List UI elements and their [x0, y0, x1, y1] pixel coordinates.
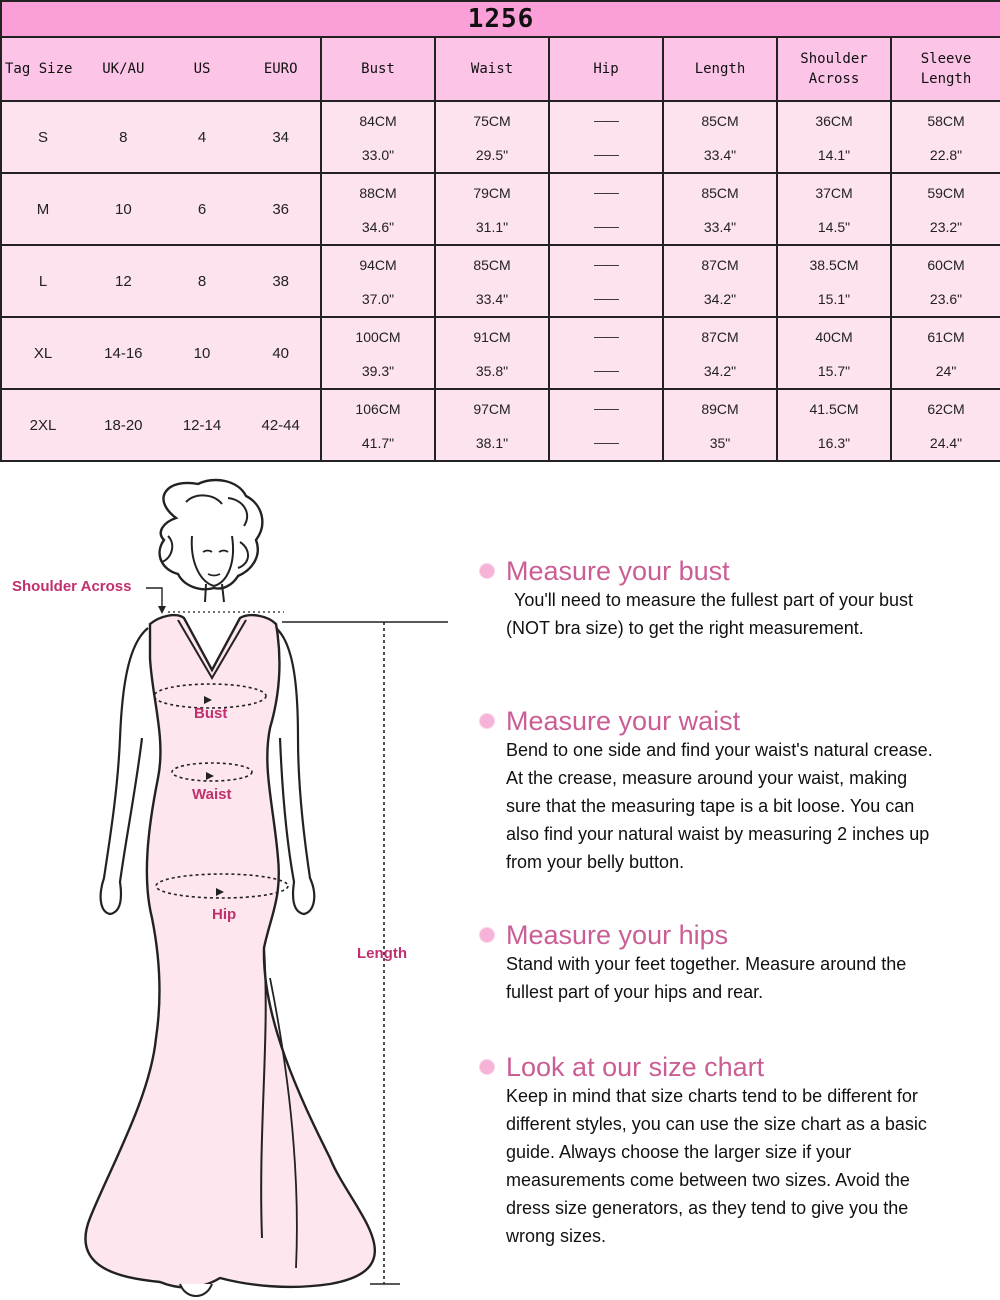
- tip-hips: [480, 920, 995, 1006]
- waist-cm-value: 79CM: [473, 185, 511, 201]
- euro-cell: 34: [272, 128, 290, 146]
- length-inch-value: 34.2": [703, 291, 737, 307]
- waist-inch-value: 33.4": [475, 291, 509, 307]
- bust-cm-value: 94CM: [359, 257, 397, 273]
- bullet-icon: [480, 928, 494, 942]
- shoulder-across-inch-value: 15.7": [817, 363, 851, 379]
- bust-inch-value: 33.0": [361, 147, 395, 163]
- size-cell-group: [1, 101, 321, 173]
- tip-body-line: You'll need to measure the fullest part of your bust: [514, 590, 914, 610]
- length-cm-value: 85CM: [701, 185, 739, 201]
- hip-inch-value: ——: [594, 147, 618, 162]
- size-cell-group: [1, 173, 321, 245]
- waist-cm-value: 75CM: [473, 113, 511, 129]
- header-sleeve-length-text: Sleeve Length: [920, 51, 972, 87]
- tag-size-cell: L: [38, 272, 48, 290]
- shoulder-across-cell: [777, 101, 891, 173]
- bust-inch-value: 37.0": [361, 291, 395, 307]
- us-cell: 10: [193, 344, 211, 362]
- header-length: Length: [663, 37, 777, 101]
- us-cell: 8: [197, 272, 207, 290]
- tip-body-line: measurements come between two sizes. Avoid the: [506, 1170, 910, 1190]
- tip-title: Measure your hips: [506, 920, 729, 950]
- hip-label: Hip: [212, 906, 237, 923]
- tag-size-cell: M: [36, 200, 50, 218]
- hip-cm-value: ——: [594, 401, 618, 416]
- euro-cell: 36: [272, 200, 290, 218]
- euro-cell: 38: [272, 272, 290, 290]
- bust-cell: [321, 173, 435, 245]
- length-inch-value: 33.4": [703, 147, 737, 163]
- sleeve-length-cell: [891, 389, 1000, 461]
- header-shoulder-across-text: Shoulder Across: [800, 51, 868, 87]
- waist-cell: [435, 101, 549, 173]
- table-title: 1256: [1, 1, 1000, 37]
- length-cm-value: 89CM: [701, 401, 739, 417]
- waist-inch-value: 35.8": [475, 363, 509, 379]
- uk-au-cell: 12: [114, 272, 132, 290]
- bullet-icon: [480, 1060, 494, 1074]
- length-cell: [663, 173, 777, 245]
- header-us: US: [193, 61, 211, 77]
- tip-body-line: wrong sizes.: [506, 1226, 607, 1246]
- shoulder-across-cell: [777, 173, 891, 245]
- waist-cell: [435, 245, 549, 317]
- hip-cell: [549, 245, 663, 317]
- right-arm: [276, 628, 314, 914]
- sleeve-length-inch-value: 24": [935, 363, 957, 379]
- sleeve-length-cm-value: 62CM: [927, 401, 965, 417]
- header-waist: Waist: [435, 37, 549, 101]
- sleeve-length-cell: [891, 317, 1000, 389]
- shoulder-arrow: [158, 606, 166, 614]
- tip-body-line: sure that the measuring tape is a bit loose. You can: [506, 796, 915, 816]
- tip-bust: [480, 556, 995, 642]
- bust-cm-value: 100CM: [355, 329, 401, 345]
- shoulder-across-cell: [777, 389, 891, 461]
- waist-inch-value: 29.5": [475, 147, 509, 163]
- table-row: [1, 389, 1000, 461]
- euro-cell: 40: [272, 344, 290, 362]
- sleeve-length-inch-value: 23.2": [929, 219, 963, 235]
- tag-size-cell: XL: [33, 344, 53, 362]
- uk-au-cell: 10: [114, 200, 132, 218]
- tip-title: Measure your waist: [506, 706, 741, 736]
- waist-cm-value: 97CM: [473, 401, 511, 417]
- tip-body-line: fullest part of your hips and rear.: [506, 982, 764, 1002]
- bust-inch-value: 39.3": [361, 363, 395, 379]
- length-inch-value: 33.4": [703, 219, 737, 235]
- header-euro: EURO: [263, 61, 298, 77]
- tip-body-line: different styles, you can use the size chart as a basic: [506, 1114, 927, 1134]
- tip-body-line: At the crease, measure around your waist, making: [506, 768, 908, 788]
- sleeve-length-cell: [891, 245, 1000, 317]
- sleeve-length-inch-value: 24.4": [929, 435, 963, 451]
- us-cell: 4: [197, 128, 207, 146]
- size-chart-table: [0, 0, 1000, 462]
- length-cm-value: 87CM: [701, 257, 739, 273]
- length-cell: [663, 317, 777, 389]
- waist-cell: [435, 389, 549, 461]
- shoulder-across-cm-value: 37CM: [815, 185, 853, 201]
- waist-label: Waist: [192, 786, 232, 803]
- shoulder-across-cm-value: 36CM: [815, 113, 853, 129]
- shoulder-across-cell: [777, 317, 891, 389]
- hip-cell: [549, 317, 663, 389]
- shoulder-across-cm-value: 41.5CM: [809, 401, 859, 417]
- sleeve-length-cm-value: 60CM: [927, 257, 965, 273]
- table-row: [1, 101, 1000, 173]
- size-cell-group: [1, 389, 321, 461]
- sleeve-length-cm-value: 58CM: [927, 113, 965, 129]
- waist-cell: [435, 317, 549, 389]
- bust-cell: [321, 317, 435, 389]
- length-cell: [663, 245, 777, 317]
- tip-body-line: Bend to one side and find your waist's natural crease.: [506, 740, 933, 760]
- bust-cell: [321, 101, 435, 173]
- header-shoulder-across: [777, 37, 891, 101]
- hip-inch-value: ——: [594, 219, 618, 234]
- uk-au-cell: 14-16: [104, 344, 143, 362]
- uk-au-cell: 18-20: [104, 416, 143, 434]
- sleeve-length-cell: [891, 173, 1000, 245]
- sleeve-length-cell: [891, 101, 1000, 173]
- tip-body-line: Stand with your feet together. Measure around the: [506, 954, 907, 974]
- length-inch-value: 34.2": [703, 363, 737, 379]
- hip-inch-value: ——: [594, 435, 618, 450]
- tip-body-line: guide. Always choose the larger size if your: [506, 1142, 852, 1162]
- bust-cell: [321, 245, 435, 317]
- hip-cell: [549, 101, 663, 173]
- uk-au-cell: 8: [119, 128, 128, 146]
- tag-size-cell: 2XL: [29, 416, 57, 434]
- shoulder-across-inch-value: 14.5": [817, 219, 851, 235]
- hip-cell: [549, 389, 663, 461]
- bust-label: Bust: [194, 705, 228, 722]
- table-row: [1, 173, 1000, 245]
- dress-illustration: [0, 478, 470, 1300]
- length-inch-value: 35": [709, 435, 731, 451]
- length-cell: [663, 101, 777, 173]
- shoulder-across-label: Shoulder Across: [12, 578, 132, 595]
- bust-cm-value: 84CM: [359, 113, 397, 129]
- shoe: [180, 1284, 212, 1296]
- header-tag-size: Tag Size: [5, 61, 73, 77]
- bust-cm-value: 106CM: [355, 401, 401, 417]
- length-cm-value: 87CM: [701, 329, 739, 345]
- tip-body-line: from your belly button.: [506, 852, 685, 872]
- left-arm: [101, 628, 148, 914]
- waist-cm-value: 85CM: [473, 257, 511, 273]
- tip-body-line: (NOT bra size) to get the right measurement.: [506, 618, 864, 638]
- sleeve-length-cm-value: 61CM: [927, 329, 965, 345]
- tag-size-cell: S: [37, 128, 48, 146]
- hip-inch-value: ——: [594, 363, 618, 378]
- measurement-figure: [0, 478, 470, 1300]
- length-cm-value: 85CM: [701, 113, 739, 129]
- length-cell: [663, 389, 777, 461]
- waist-inch-value: 38.1": [475, 435, 509, 451]
- tip-body-line: dress size generators, as they tend to give you the: [506, 1198, 909, 1218]
- euro-cell: 42-44: [261, 416, 300, 434]
- table-row: [1, 245, 1000, 317]
- hip-cm-value: ——: [594, 329, 618, 344]
- hip-cell: [549, 173, 663, 245]
- waist-inch-value: 31.1": [475, 219, 509, 235]
- shoulder-across-cell: [777, 245, 891, 317]
- tip-body-line: also find your natural waist by measuring 2 inches up: [506, 824, 930, 844]
- table-header-row: [1, 37, 1000, 101]
- tip-waist: [480, 706, 995, 876]
- header-uk-au: UK/AU: [102, 61, 145, 77]
- tip-body-line: Keep in mind that size charts tend to be different for: [506, 1086, 918, 1106]
- sleeve-length-cm-value: 59CM: [927, 185, 965, 201]
- table-row: [1, 317, 1000, 389]
- shoulder-across-inch-value: 16.3": [817, 435, 851, 451]
- sleeve-length-inch-value: 22.8": [929, 147, 963, 163]
- tip-title: Measure your bust: [506, 556, 730, 586]
- hip-cm-value: ——: [594, 257, 618, 272]
- shoulder-across-cm-value: 40CM: [815, 329, 853, 345]
- hip-cm-value: ——: [594, 185, 618, 200]
- size-cell-group: [1, 245, 321, 317]
- size-cell-group: [1, 317, 321, 389]
- tip-title: Look at our size chart: [506, 1052, 765, 1082]
- waist-cm-value: 91CM: [473, 329, 511, 345]
- header-bust: Bust: [321, 37, 435, 101]
- bust-cell: [321, 389, 435, 461]
- us-cell: 6: [197, 200, 207, 218]
- bust-inch-value: 34.6": [361, 219, 395, 235]
- tip-size-chart: [480, 1052, 995, 1250]
- waist-cell: [435, 173, 549, 245]
- bullet-icon: [480, 714, 494, 728]
- bullet-icon: [480, 564, 494, 578]
- us-cell: 12-14: [182, 416, 222, 434]
- shoulder-across-inch-value: 14.1": [817, 147, 851, 163]
- bust-cm-value: 88CM: [359, 185, 397, 201]
- header-sleeve-length: [891, 37, 1000, 101]
- header-hip: Hip: [549, 37, 663, 101]
- hip-inch-value: ——: [594, 291, 618, 306]
- shoulder-across-inch-value: 15.1": [817, 291, 851, 307]
- size-header-group: [1, 37, 321, 101]
- hip-cm-value: ——: [594, 113, 618, 128]
- table-title-row: [1, 1, 1000, 37]
- bust-inch-value: 41.7": [361, 435, 395, 451]
- sleeve-length-inch-value: 23.6": [929, 291, 963, 307]
- shoulder-across-cm-value: 38.5CM: [809, 257, 859, 273]
- length-label: Length: [357, 945, 407, 962]
